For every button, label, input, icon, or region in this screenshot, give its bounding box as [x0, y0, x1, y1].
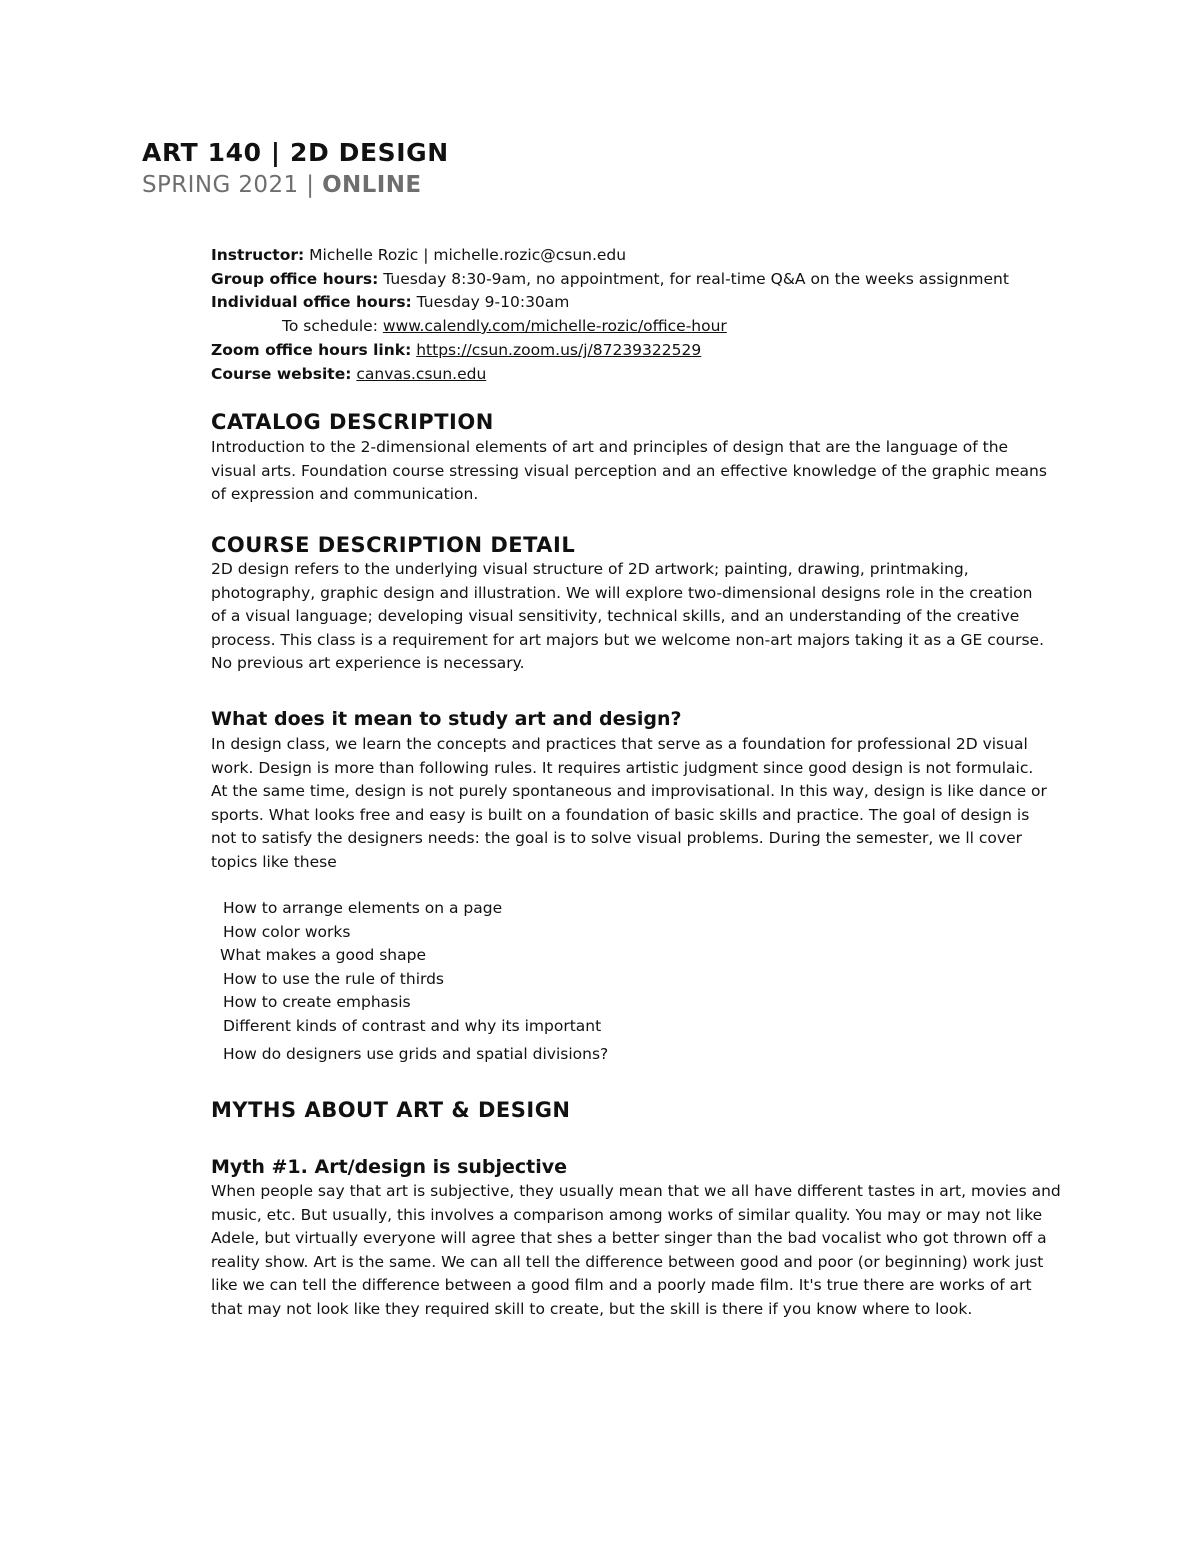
myths-heading: MYTHS ABOUT ART & DESIGN [211, 1098, 571, 1122]
topics-list [220, 897, 609, 1066]
study-heading: What does it mean to study art and design? [211, 708, 682, 730]
individual-hours-line [211, 290, 569, 314]
individual-hours-label: Individual office hours: [211, 293, 412, 311]
catalog-paragraph [211, 436, 1071, 507]
myth1-line: Adele, but virtually everyone will agree that shes a better singer than the bad vocalist who got thrown off a [211, 1229, 1047, 1248]
course-detail-paragraph [211, 558, 1071, 676]
course-detail-line: 2D design refers to the underlying visual structure of 2D artwork; painting, drawing, printmaking, [211, 560, 969, 578]
study-line: not to satisfy the designers needs: the goal is to solve visual problems. During the semester, we ll cover [211, 829, 1022, 848]
term-mode: ONLINE [322, 172, 422, 198]
website-line [211, 362, 486, 386]
calendly-link[interactable]: www.calendly.com/michelle-rozic/office-hour [382, 317, 727, 335]
myth1-line: reality show. Art is the same. We can all tell the difference between good and poor (or beginning) work just [211, 1252, 1044, 1271]
individual-hours-value: Tuesday 9-10:30am [411, 293, 570, 311]
myth1-line: When people say that art is subjective, they usually mean that we all have different tastes in art, movies and [211, 1182, 1061, 1200]
term-label: SPRING 2021 | [142, 172, 323, 198]
catalog-line: Introduction to the 2-dimensional elements of art and principles of design that are the language of the [211, 438, 1009, 456]
list-item: How color works [223, 922, 351, 941]
instructor-value: Michelle Rozic | michelle.rozic@csun.edu [304, 246, 627, 264]
course-website-link[interactable]: canvas.csun.edu [356, 365, 487, 383]
myth1-line: that may not look like they required skill to create, but the skill is there if you know where to look. [211, 1299, 973, 1318]
catalog-line: visual arts. Foundation course stressing visual perception and an effective knowledge of the graphic means [211, 461, 1047, 480]
myth1-heading: Myth #1. Art/design is subjective [211, 1156, 568, 1178]
website-label: Course website: [211, 365, 352, 383]
study-line: At the same time, design is not purely spontaneous and improvisational. In this way, design is like dance or [211, 782, 1047, 801]
myth1-paragraph [211, 1180, 1071, 1322]
list-item: How do designers use grids and spatial divisions? [223, 1044, 609, 1063]
zoom-link[interactable]: https://csun.zoom.us/j/87239322529 [416, 341, 702, 359]
group-hours-value: Tuesday 8:30-9am, no appointment, for real-time Q&A on the weeks assignment [378, 270, 1009, 288]
catalog-heading: CATALOG DESCRIPTION [211, 410, 494, 434]
course-title: ART 140 | 2D DESIGN [142, 138, 449, 167]
study-paragraph [211, 733, 1071, 875]
instructor-label: Instructor: [211, 246, 305, 264]
group-hours-label: Group office hours: [211, 270, 379, 288]
schedule-prefix: To schedule: [282, 317, 383, 335]
list-item: What makes a good shape [220, 946, 426, 965]
course-detail-heading: COURSE DESCRIPTION DETAIL [211, 533, 576, 557]
study-line: sports. What looks free and easy is built on a foundation of basic skills and practice. The goal of design is [211, 805, 1030, 824]
zoom-label: Zoom office hours link: [211, 341, 412, 359]
list-item: Different kinds of contrast and why its important [223, 1016, 602, 1035]
list-item: How to use the rule of thirds [223, 969, 445, 988]
myth1-line: like we can tell the difference between a good film and a poorly made film. It's true there are works of art [211, 1276, 1032, 1295]
list-item: How to arrange elements on a page [223, 899, 503, 917]
course-detail-line: of a visual language; developing visual sensitivity, technical skills, and an understanding of the creative [211, 607, 1020, 626]
study-line: topics like these [211, 852, 337, 871]
instructor-line [211, 243, 626, 267]
list-item: How to create emphasis [223, 993, 411, 1012]
myth1-line: music, etc. But usually, this involves a comparison among works of similar quality. You may or may not like [211, 1205, 1043, 1224]
study-line: In design class, we learn the concepts and practices that serve as a foundation for professional 2D visual [211, 735, 1028, 753]
course-detail-line: No previous art experience is necessary. [211, 654, 525, 673]
schedule-line [282, 314, 727, 338]
group-hours-line [211, 267, 1009, 291]
course-detail-line: process. This class is a requirement for art majors but we welcome non-art majors taking it as a GE course. [211, 630, 1045, 649]
course-detail-line: photography, graphic design and illustration. We will explore two-dimensional designs role in the creation [211, 583, 1033, 602]
study-line: work. Design is more than following rules. It requires artistic judgment since good design is not formulaic. [211, 758, 1034, 777]
course-term [142, 170, 421, 200]
zoom-line [211, 338, 701, 362]
catalog-line: of expression and communication. [211, 485, 479, 504]
